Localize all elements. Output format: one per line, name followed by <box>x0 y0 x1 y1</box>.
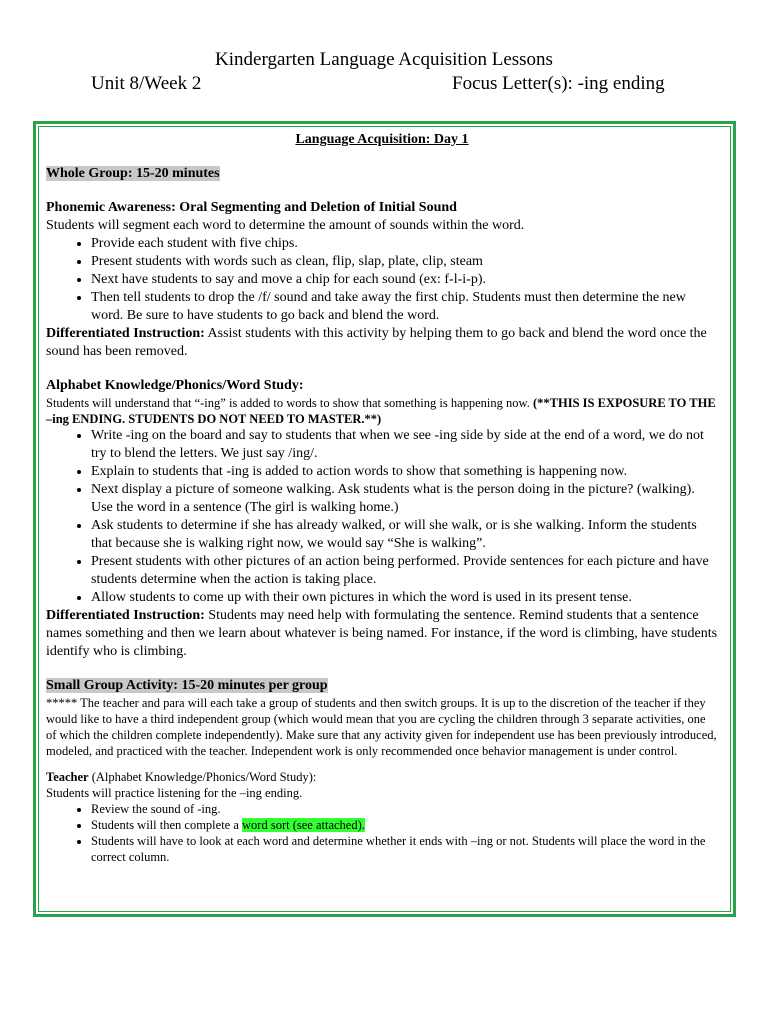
lesson-content <box>46 131 718 865</box>
list-item: • Students will have to look at each word and determine whether it ends with –ing or not. Students will place the word in the correct column. <box>91 833 718 865</box>
list-item: • Next have students to say and move a chip for each sound (ex: f-l-i-p). <box>91 271 718 289</box>
alphabet-knowledge-intro-text: Students will understand that “-ing” is added to words to show that something is happening now. <box>46 396 533 410</box>
focus-letters-label: Focus Letter(s): -ing ending <box>452 73 665 94</box>
list-item: • Ask students to determine if she has already walked, or will she walk, or is she walking. Inform the students that because she is walking right now, we would say “She is walking”. <box>91 517 718 553</box>
alphabet-knowledge-intro <box>46 395 718 427</box>
teacher-list <box>46 801 718 865</box>
page-title: Kindergarten Language Acquisition Lessons <box>215 49 553 70</box>
list-item: • Next display a picture of someone walking. Ask students what is the person doing in the picture? (walking). Use the word in a sentence (The girl is walking home.) <box>91 481 718 517</box>
phonemic-awareness-heading: Phonemic Awareness: Oral Segmenting and Deletion of Initial Sound <box>46 200 457 215</box>
word-sort-highlight: word sort (see attached). <box>242 818 365 832</box>
list-item <box>91 817 718 833</box>
teacher-intro: Students will practice listening for the –ing ending. <box>46 786 303 800</box>
alphabet-knowledge-list <box>46 427 718 607</box>
differentiated-instruction-text: Students may need help with formulating the sentence. Remind students that a sentence names something and then we learn about whatever is being named. For instance, if the word is climbing, have students identify who is climbing. <box>46 608 718 659</box>
alphabet-knowledge-heading: Alphabet Knowledge/Phonics/Word Study: <box>46 378 304 393</box>
whole-group-heading: Whole Group: 15-20 minutes <box>46 166 220 181</box>
exposure-note: (**THIS IS EXPOSURE TO THE –ing ENDING. STUDENTS DO NOT NEED TO MASTER.**) <box>46 396 716 426</box>
teacher-heading <box>46 769 718 785</box>
teacher-subtitle: (Alphabet Knowledge/Phonics/Word Study): <box>88 770 317 784</box>
unit-label: Unit 8/Week 2 <box>91 73 202 94</box>
list-item: • Explain to students that -ing is added to action words to show that something is happening now. <box>91 463 718 481</box>
differentiated-instruction-1 <box>46 325 718 361</box>
differentiated-instruction-label: Differentiated Instruction: <box>46 608 205 623</box>
teacher-label: Teacher <box>46 770 89 784</box>
list-item: • Allow students to come up with their own pictures in which the word is used in its present tense. <box>91 589 718 607</box>
list-item: • Present students with words such as clean, flip, slap, plate, clip, steam <box>91 253 718 271</box>
small-group-heading: Small Group Activity: 15-20 minutes per group <box>46 678 328 693</box>
list-item: • Provide each student with five chips. <box>91 235 718 253</box>
differentiated-instruction-label: Differentiated Instruction: <box>46 326 205 341</box>
list-item-text: Students will then complete a <box>91 818 243 832</box>
list-item: • Then tell students to drop the /f/ sound and take away the first chip. Students must then determine the new word. Be sure to have students to go back and blend the word. <box>91 289 718 325</box>
differentiated-instruction-text: Assist students with this activity by helping them to go back and blend the word once the sound has been removed. <box>46 326 707 359</box>
list-item: • Review the sound of -ing. <box>91 801 718 817</box>
small-group-description: ***** The teacher and para will each take a group of students and then switch groups. It is up to the discretion of the teacher if they would like to have a third independent group (which would mean that you are cycling the children through 3 separate activities, one of which the children complete independently). Make sure that any activity given for independent use has been previously introduced, modeled, and practiced with the teacher. Independent work is only recommended once behavior management is under control. <box>46 696 717 758</box>
phonemic-awareness-intro: Students will segment each word to determine the amount of sounds within the word. <box>46 218 525 233</box>
day-title: Language Acquisition: Day 1 <box>295 132 469 147</box>
phonemic-awareness-list <box>46 235 718 325</box>
list-item: • Write -ing on the board and say to students that when we see -ing side by side at the end of a word, we do not try to blend the letters. We just say /ing/. <box>91 427 718 463</box>
list-item: • Present students with other pictures of an action being performed. Provide sentences for each picture and have students determine when the action is taking place. <box>91 553 718 589</box>
differentiated-instruction-2 <box>46 607 718 661</box>
